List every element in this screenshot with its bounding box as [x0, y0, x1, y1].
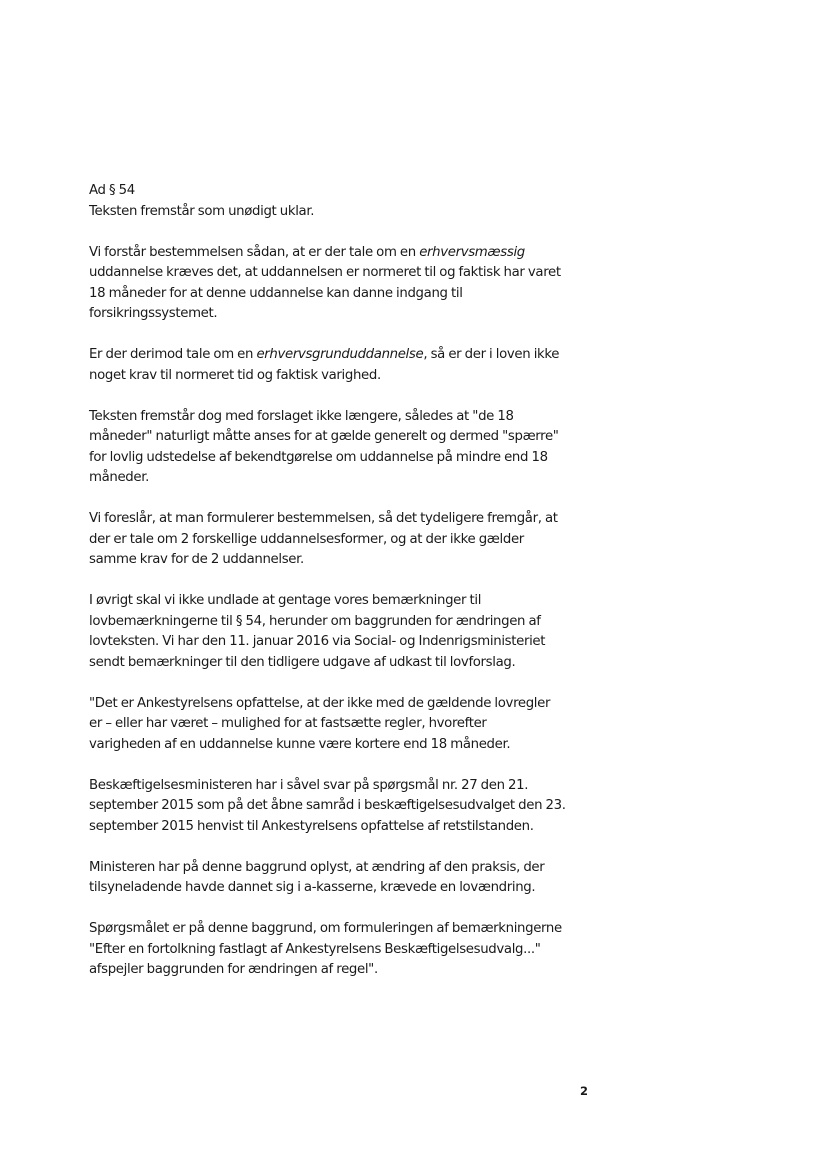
paragraph-1-line-4: forsikringssystemet.: [89, 306, 218, 321]
paragraph-6-line-1: "Det er Ankestyrelsens opfattelse, at der ikke med de gældende lovregler: [89, 695, 551, 711]
emphasis-erhvervsgrunduddannelse: erhvervsgrunduddannelse: [256, 347, 424, 362]
paragraph-4-line-3: samme krav for de 2 uddannelser.: [89, 552, 304, 567]
paragraph-2-line-1: [89, 345, 609, 366]
paragraph-6-quote: [89, 694, 609, 756]
paragraph-2-text: Er der derimod tale om en: [89, 347, 257, 362]
page-number: 2: [580, 1084, 589, 1098]
paragraph-2-line-2: noget krav til normeret tid og faktisk varighed.: [89, 367, 381, 383]
paragraph-7-line-2: september 2015 som på det åbne samråd i beskæftigelsesudvalget den 23.: [89, 798, 566, 813]
paragraph-1-line-2: uddannelse kræves det, at uddannelsen er normeret til og faktisk har varet: [89, 265, 561, 280]
paragraph-8-line-1: Ministeren har på denne baggrund oplyst, at ændring af den praksis, der: [89, 859, 545, 875]
paragraph-1-line-3: 18 måneder for at denne uddannelse kan danne indgang til: [89, 285, 463, 301]
paragraph-3-line-2: måneder" naturligt måtte anses for at gælde generelt og dermed "spærre": [89, 429, 559, 444]
paragraph-4-line-1: Vi foreslår, at man formulerer bestemmelsen, så det tydeligere fremgår, at: [89, 511, 558, 526]
paragraph-2: [89, 345, 609, 386]
paragraph-1: [89, 243, 609, 325]
paragraph-3-line-4: måneder.: [89, 470, 150, 485]
paragraph-4-line-2: der er tale om 2 forskellige uddannelsesformer, og at der ikke gælder: [89, 531, 524, 547]
paragraph-7-line-3: september 2015 henvist til Ankestyrelsens opfattelse af retstilstanden.: [89, 818, 534, 834]
heading-block: [89, 181, 609, 222]
intro-sentence: Teksten fremstår som unødigt uklar.: [89, 203, 315, 219]
paragraph-9-line-3: afspejler baggrunden for ændringen af regel".: [89, 962, 378, 977]
paragraph-9: [89, 919, 609, 981]
paragraph-6-line-2: er – eller har været – mulighed for at fastsætte regler, hvorefter: [89, 716, 487, 731]
paragraph-9-line-2: "Efter en fortolkning fastlagt af Ankestyrelsens Beskæftigelsesudvalg...": [89, 941, 541, 957]
paragraph-8: [89, 858, 609, 899]
paragraph-8-line-2: tilsyneladende havde dannet sig i a-kasserne, krævede en lovændring.: [89, 880, 536, 895]
paragraph-4: [89, 509, 609, 571]
paragraph-5-line-3: lovteksten. Vi har den 11. januar 2016 via Social- og Indenrigsministeriet: [89, 634, 546, 649]
paragraph-6-line-3: varigheden af en uddannelse kunne være kortere end 18 måneder.: [89, 736, 511, 752]
paragraph-5-line-1: I øvrigt skal vi ikke undlade at gentage vores bemærkninger til: [89, 593, 482, 608]
paragraph-1-line-1: [89, 243, 609, 264]
paragraph-3: [89, 407, 609, 489]
emphasis-erhvervsmaessig: erhvervsmæssig: [419, 244, 525, 260]
document-body: [89, 181, 609, 1001]
paragraph-3-line-3: for lovlig udstedelse af bekendtgørelse om uddannelse på mindre end 18: [89, 449, 548, 465]
paragraph-2-text-after: , så er der i loven ikke: [423, 347, 560, 362]
paragraph-5-line-4: sendt bemærkninger til den tidligere udgave af udkast til lovforslag.: [89, 654, 516, 670]
paragraph-5-line-2: lovbemærkningerne til § 54, herunder om baggrunden for ændringen af: [89, 613, 541, 629]
section-heading: Ad § 54: [89, 183, 135, 198]
paragraph-5: [89, 591, 609, 673]
paragraph-7-line-1: Beskæftigelsesministeren har i såvel svar på spørgsmål nr. 27 den 21.: [89, 777, 529, 793]
paragraph-1-text: Vi forstår bestemmelsen sådan, at er der tale om en: [89, 244, 420, 260]
paragraph-3-line-1: Teksten fremstår dog med forslaget ikke længere, således at "de 18: [89, 408, 514, 424]
paragraph-7: [89, 776, 609, 838]
paragraph-9-line-1: Spørgsmålet er på denne baggrund, om formuleringen af bemærkningerne: [89, 921, 562, 936]
